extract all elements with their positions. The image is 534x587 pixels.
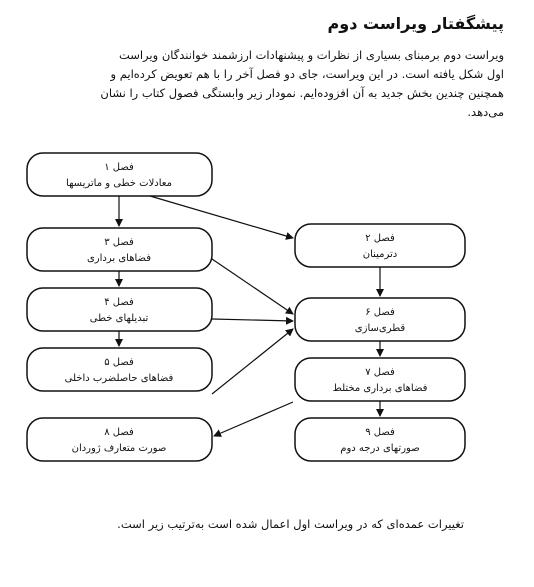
chapter-6-box (295, 298, 465, 341)
chapter-7-box (295, 358, 465, 401)
chapter-4-box (27, 288, 212, 331)
arrow-ch7-ch8 (214, 402, 293, 436)
footer-text: تغییرات عمده‌ای که در ویراست اول اعمال شده است به‌ترتیب زیر است. (117, 517, 464, 531)
intro-line-2: اول شکل یافته است. در این ویراست، جای دو فصل آخر را با هم تعویض کرده‌ایم و (110, 67, 504, 81)
intro-line-1: ویراست دوم برمبنای بسیاری از نظرات و پیشنهادات ارزشمند خوانندگان ویراست (118, 48, 504, 62)
chapter-5-box (27, 348, 212, 391)
chapter-9-subtitle: صورتهای درجه دوم (340, 443, 420, 454)
chapter-6-heading: فصل ۶ (365, 307, 395, 318)
arrow-ch4-ch6 (212, 319, 293, 321)
chapter-8-heading: فصل ۸ (104, 427, 134, 438)
arrow-ch3-ch6 (212, 259, 293, 314)
chapter-3-heading: فصل ۳ (104, 237, 134, 248)
chapter-2-box (295, 224, 465, 267)
chapter-2-subtitle: دترمینان (362, 249, 398, 260)
chapter-dependency-diagram (0, 140, 534, 470)
chapter-1-heading: فصل ۱ (104, 162, 134, 173)
chapter-2-heading: فصل ۲ (365, 233, 395, 244)
intro-line-4: می‌دهد. (467, 105, 504, 119)
chapter-3-box (27, 228, 212, 271)
chapter-8-box (27, 418, 212, 461)
page-title: پیشگفتار ویراست دوم (327, 14, 504, 33)
intro-paragraph (34, 46, 504, 122)
chapter-4-subtitle: تبدیلهای خطی (89, 313, 149, 324)
chapter-8-subtitle: صورت متعارف ژوردان (71, 443, 167, 454)
chapter-5-heading: فصل ۵ (104, 357, 134, 368)
chapter-9-heading: فصل ۹ (365, 427, 395, 438)
chapter-9-box (295, 418, 465, 461)
arrow-ch5-ch6 (212, 329, 293, 394)
intro-line-3: همچنین چندین بخش جدید به آن افزوده‌ایم. نمودار زیر وابستگی فصول کتاب را نشان (100, 86, 504, 100)
chapter-4-heading: فصل ۴ (104, 297, 134, 308)
chapter-1-subtitle: معادلات خطی و ماتریسها (66, 178, 172, 189)
chapter-5-subtitle: فضاهای حاصلضرب داخلی (64, 373, 174, 384)
chapter-6-subtitle: قطری‌سازی (354, 323, 406, 334)
chapter-1-box (27, 153, 212, 196)
chapter-7-subtitle: فضاهای برداری مختلط (332, 383, 428, 394)
chapter-7-heading: فصل ۷ (365, 367, 395, 378)
chapter-3-subtitle: فضاهای برداری (86, 253, 152, 264)
